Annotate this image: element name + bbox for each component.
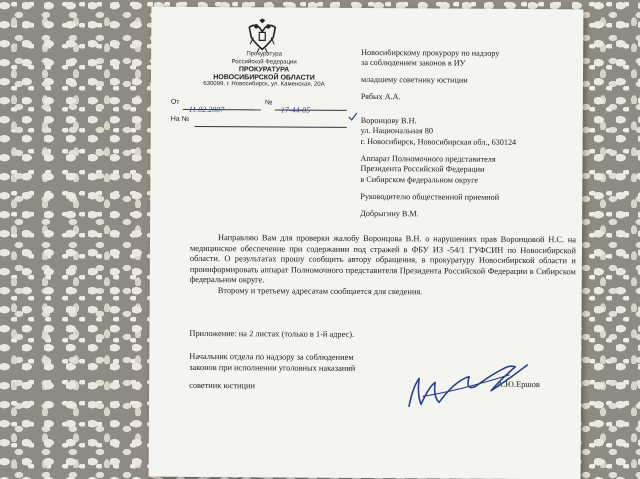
number-field [275, 99, 347, 115]
attachment-note: Приложение: на 2 листах (только в 1-й адрес). [189, 328, 355, 339]
from-label: От [170, 98, 180, 106]
date-value: 11.02.2007 [188, 104, 225, 115]
letterhead-address: 630099, г. Новосибирск, ул. Каменская, 20А [203, 81, 325, 88]
checkmark-icon [348, 112, 358, 122]
letterhead-line2: Российской Федерации [231, 58, 297, 66]
recipient-1 [361, 48, 500, 103]
recipient-2-city: г. Новосибирск, Новосибирская обл., 630124 [360, 136, 517, 147]
recipient-4-line1: Руководителю общественной приемной [360, 191, 500, 202]
handwritten-signature [399, 356, 549, 417]
number-label: № [264, 99, 273, 107]
number-value: 17-44-05 [280, 105, 311, 115]
letterhead-line3: ПРОКУРАТУРА [238, 66, 290, 74]
recipient-3 [360, 154, 495, 186]
letter-sheet [149, 7, 584, 479]
body-paragraph-2: Второму и третьему адресатам сообщается для сведения. [217, 286, 423, 297]
letterhead-line4: НОВОСИБИРСКОЙ ОБЛАСТИ [213, 73, 315, 82]
date-field [183, 99, 261, 115]
signature-title-line2: законов при исполнении уголовных наказаний [189, 362, 356, 373]
letter-body [190, 233, 576, 299]
recipient-1-line3: младшему советнику юстиции [360, 74, 468, 85]
letterhead-line1: Прокуратура [246, 51, 282, 58]
recipient-1-line2: за соблюдением законов в ИУ [361, 58, 466, 69]
recipient-3-line2: Президента Российской Федерации [360, 164, 485, 175]
signature-title-line1: Начальник отдела по надзору за соблюдением [189, 351, 354, 362]
signature-title-line3: советник юстиции [189, 380, 256, 391]
letterhead [189, 51, 339, 89]
recipient-2-street: ул. Национальная 80 [360, 126, 433, 136]
ref-field [195, 116, 347, 128]
recipient-1-name: Рябых А.А. [360, 92, 401, 102]
double-headed-eagle-emblem-icon [245, 17, 279, 53]
recipient-1-line1: Новосибирскому прокурору по надзору [361, 47, 500, 58]
ref-label: На № [170, 115, 190, 123]
recipient-2 [361, 116, 517, 148]
recipient-2-name: Воронцову В.Н. [360, 115, 417, 126]
signatory-name: А.Ю.Ершов [497, 379, 540, 390]
body-paragraph-1: Направляю Вам для проверки жалобу Воронцова В.Н. о нарушениях прав Воронцовой Н.С. на медицинское обеспечение при содержании под стражей в ФБУ ИЗ -54/1 ГУФСИН по Новосибирской области. О результатах прошу сообщить автору обращения, в прокуратуру Новосибирской области и проинформировать аппарат Полномочного представителя Президента Российской Федерации в Сибирском федеральном округе. [189, 233, 577, 285]
recipient-4 [360, 192, 499, 221]
recipient-3-line3: в Сибирском федеральном округе [360, 174, 479, 185]
recipient-3-line1: Аппарат Полномочного представителя [360, 153, 496, 164]
recipient-4-name: Добрыгину В.М. [360, 209, 419, 219]
